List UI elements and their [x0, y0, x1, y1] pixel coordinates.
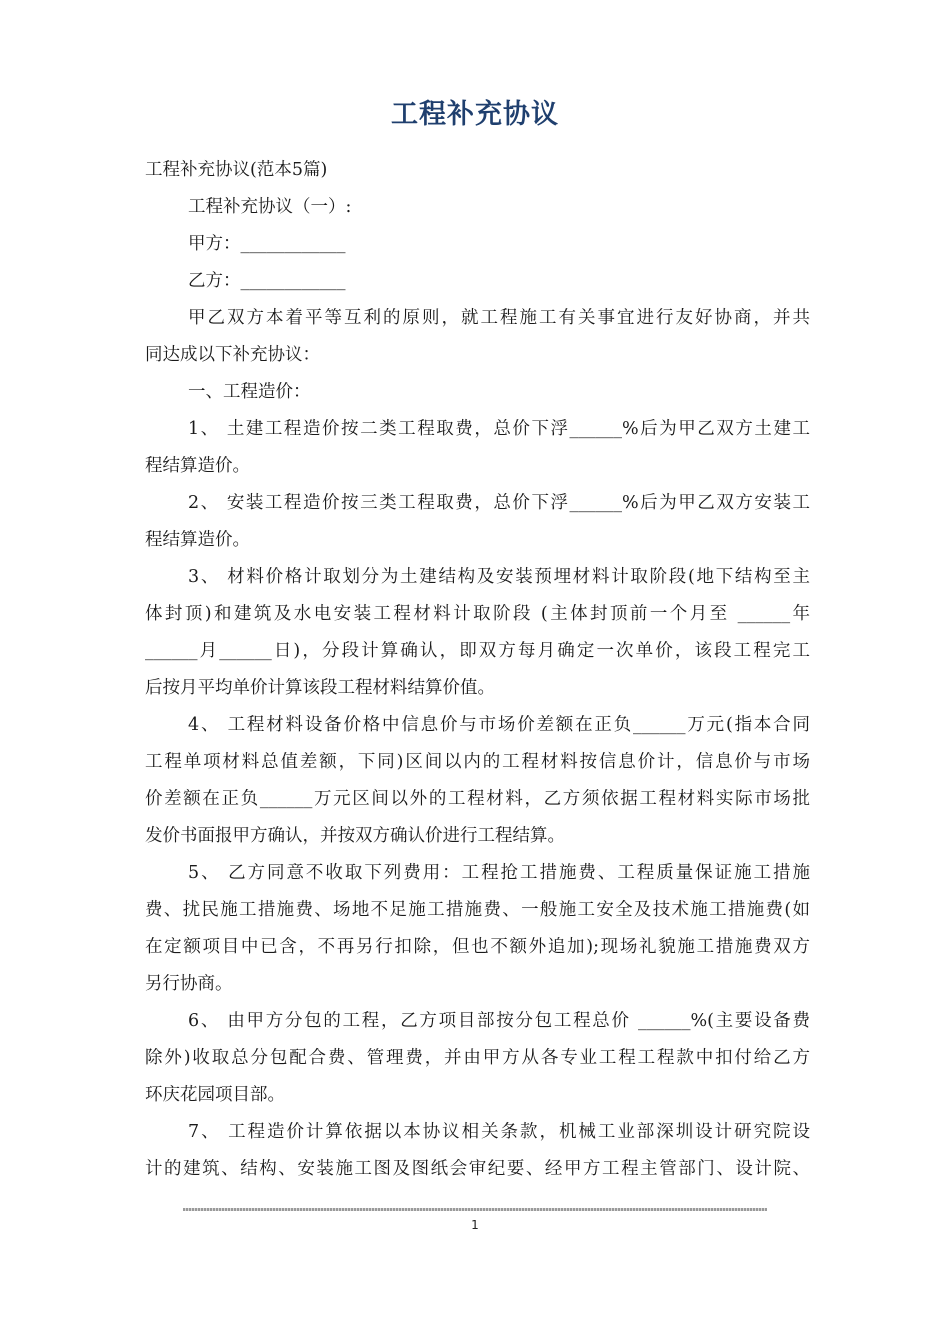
- text-line: 计的建筑、结构、安装施工图及图纸会审纪要、经甲方工程主管部门、设计院、: [145, 1159, 810, 1179]
- text-line: 甲方：____________: [188, 234, 346, 254]
- footer-divider: [183, 1208, 767, 1211]
- text-line: 工程单项材料总值差额，下同)区间以内的工程材料按信息价计，信息价与市场: [145, 752, 810, 772]
- text-line: 5、 乙方同意不收取下列费用：工程抢工措施费、工程质量保证施工措施: [188, 863, 810, 883]
- text-line: 费、扰民施工措施费、场地不足施工措施费、一般施工安全及技术施工措施费(如: [145, 900, 810, 920]
- text-line: 工程补充协议(范本5篇): [145, 160, 328, 180]
- text-line: 价差额在正负______万元区间以外的工程材料，乙方须依据工程材料实际市场批: [145, 789, 810, 809]
- text-line: 3、 材料价格计取划分为土建结构及安装预埋材料计取阶段(地下结构至主: [188, 567, 810, 587]
- text-line: 6、 由甲方分包的工程，乙方项目部按分包工程总价 ______%(主要设备费: [188, 1011, 810, 1031]
- text-line: 另行协商。: [145, 974, 233, 994]
- text-line: 1、 土建工程造价按二类工程取费，总价下浮______%后为甲乙双方土建工: [188, 419, 810, 439]
- text-line: 同达成以下补充协议：: [145, 345, 320, 365]
- text-line: 发价书面报甲方确认，并按双方确认价进行工程结算。: [145, 826, 565, 846]
- text-line: 乙方：____________: [188, 271, 346, 291]
- text-line: ______月______日)，分段计算确认，即双方每月确定一次单价，该段工程完工: [145, 641, 810, 661]
- document-body: [145, 152, 810, 1188]
- text-line: 环庆花园项目部。: [145, 1085, 285, 1105]
- text-line: 体封顶)和建筑及水电安装工程材料计取阶段 (主体封顶前一个月至 ______年: [145, 604, 810, 624]
- text-line: 程结算造价。: [145, 530, 250, 550]
- document-title: 工程补充协议: [391, 99, 559, 130]
- text-line: 7、 工程造价计算依据以本协议相关条款，机械工业部深圳设计研究院设: [188, 1122, 810, 1142]
- text-line: 2、 安装工程造价按三类工程取费，总价下浮______%后为甲乙双方安装工: [188, 493, 810, 513]
- text-line: 4、 工程材料设备价格中信息价与市场价差额在正负______万元(指本合同: [188, 715, 810, 735]
- text-line: 甲乙双方本着平等互利的原则，就工程施工有关事宜进行友好协商，并共: [188, 308, 810, 328]
- text-line: 工程补充协议（一）:: [188, 197, 352, 217]
- text-line: 一、工程造价：: [188, 382, 311, 402]
- text-line: 除外)收取总分包配合费、管理费，并由甲方从各专业工程工程款中扣付给乙方: [145, 1048, 810, 1068]
- text-line: 在定额项目中已含，不再另行扣除，但也不额外追加);现场礼貌施工措施费双方: [145, 937, 810, 957]
- text-line: 程结算造价。: [145, 456, 250, 476]
- page-number: 1: [471, 1218, 479, 1232]
- text-line: 后按月平均单价计算该段工程材料结算价值。: [145, 678, 495, 698]
